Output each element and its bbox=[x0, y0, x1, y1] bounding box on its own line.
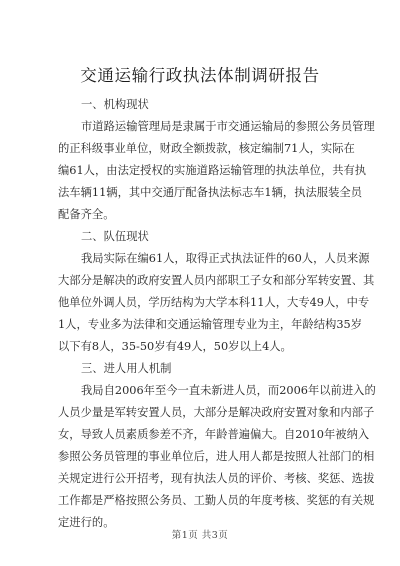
paragraph-line: 女，导致人员素质参差不齐，年龄普遍偏大。自2010年被纳入 bbox=[58, 428, 370, 441]
paragraph-line: 的正科级事业单位，财政全额拨款，核定编制71人，实际在 bbox=[58, 142, 355, 155]
paragraph-line: 编61人，由法定授权的实施道路运输管理的执法单位，共有执 bbox=[58, 164, 367, 177]
paragraph-line: 关规定进行公开招考，现有执法人员的评价、考核、奖惩、选拔 bbox=[58, 472, 375, 485]
paragraph-line: 工作都是严格按照公务员、工勤人员的年度考核、奖惩的有关规 bbox=[58, 494, 375, 507]
section-paragraph bbox=[58, 248, 375, 358]
paragraph-line: 1人，专业多为法律和交通运输管理专业为主，年龄结构35岁 bbox=[58, 318, 362, 331]
document-title: 交通运输行政执法体制调研报告 bbox=[80, 66, 320, 85]
paragraph-line: 定进行的。 bbox=[58, 516, 115, 529]
page-number: 第1页 共3页 bbox=[171, 530, 229, 541]
section-paragraph bbox=[58, 116, 375, 226]
paragraph-line: 参照公务员管理的事业单位后，进人用人都是按照人社部门的相 bbox=[58, 450, 375, 463]
section-hiring-mechanism bbox=[58, 358, 376, 534]
section-team-status bbox=[58, 226, 375, 358]
paragraph-line: 他单位外调人员，学历结构为大学本科11人，大专49人，中专 bbox=[58, 296, 370, 309]
paragraph-line: 市道路运输管理局是隶属于市交通运输局的参照公务员管理 bbox=[81, 120, 375, 133]
paragraph-line: 以下有8人，35-50岁有49人，50岁以上4人。 bbox=[58, 340, 292, 353]
section-heading: 一、机构现状 bbox=[81, 98, 149, 111]
paragraph-line: 法车辆11辆，其中交通厅配备执法标志车1辆，执法服装全员 bbox=[58, 186, 362, 199]
paragraph-line: 配备齐全。 bbox=[58, 208, 115, 221]
paragraph-line: 我局实际在编61人，取得正式执法证件的60人，人员来源 bbox=[81, 252, 370, 265]
document-body bbox=[58, 94, 376, 534]
paragraph-line: 人员少量是军转安置人员，大部分是解决政府安置对象和内部子 bbox=[58, 406, 375, 419]
section-paragraph bbox=[58, 380, 376, 534]
section-heading: 三、进人用人机制 bbox=[81, 362, 172, 375]
paragraph-line: 大部分是解决的政府安置人员内部职工子女和部分军转安置、其 bbox=[58, 274, 375, 287]
paragraph-line: 我局自2006年至今一直未新进人员，而2006年以前进入的 bbox=[81, 384, 376, 397]
section-heading: 二、队伍现状 bbox=[81, 230, 149, 243]
section-organization-status bbox=[58, 94, 375, 226]
